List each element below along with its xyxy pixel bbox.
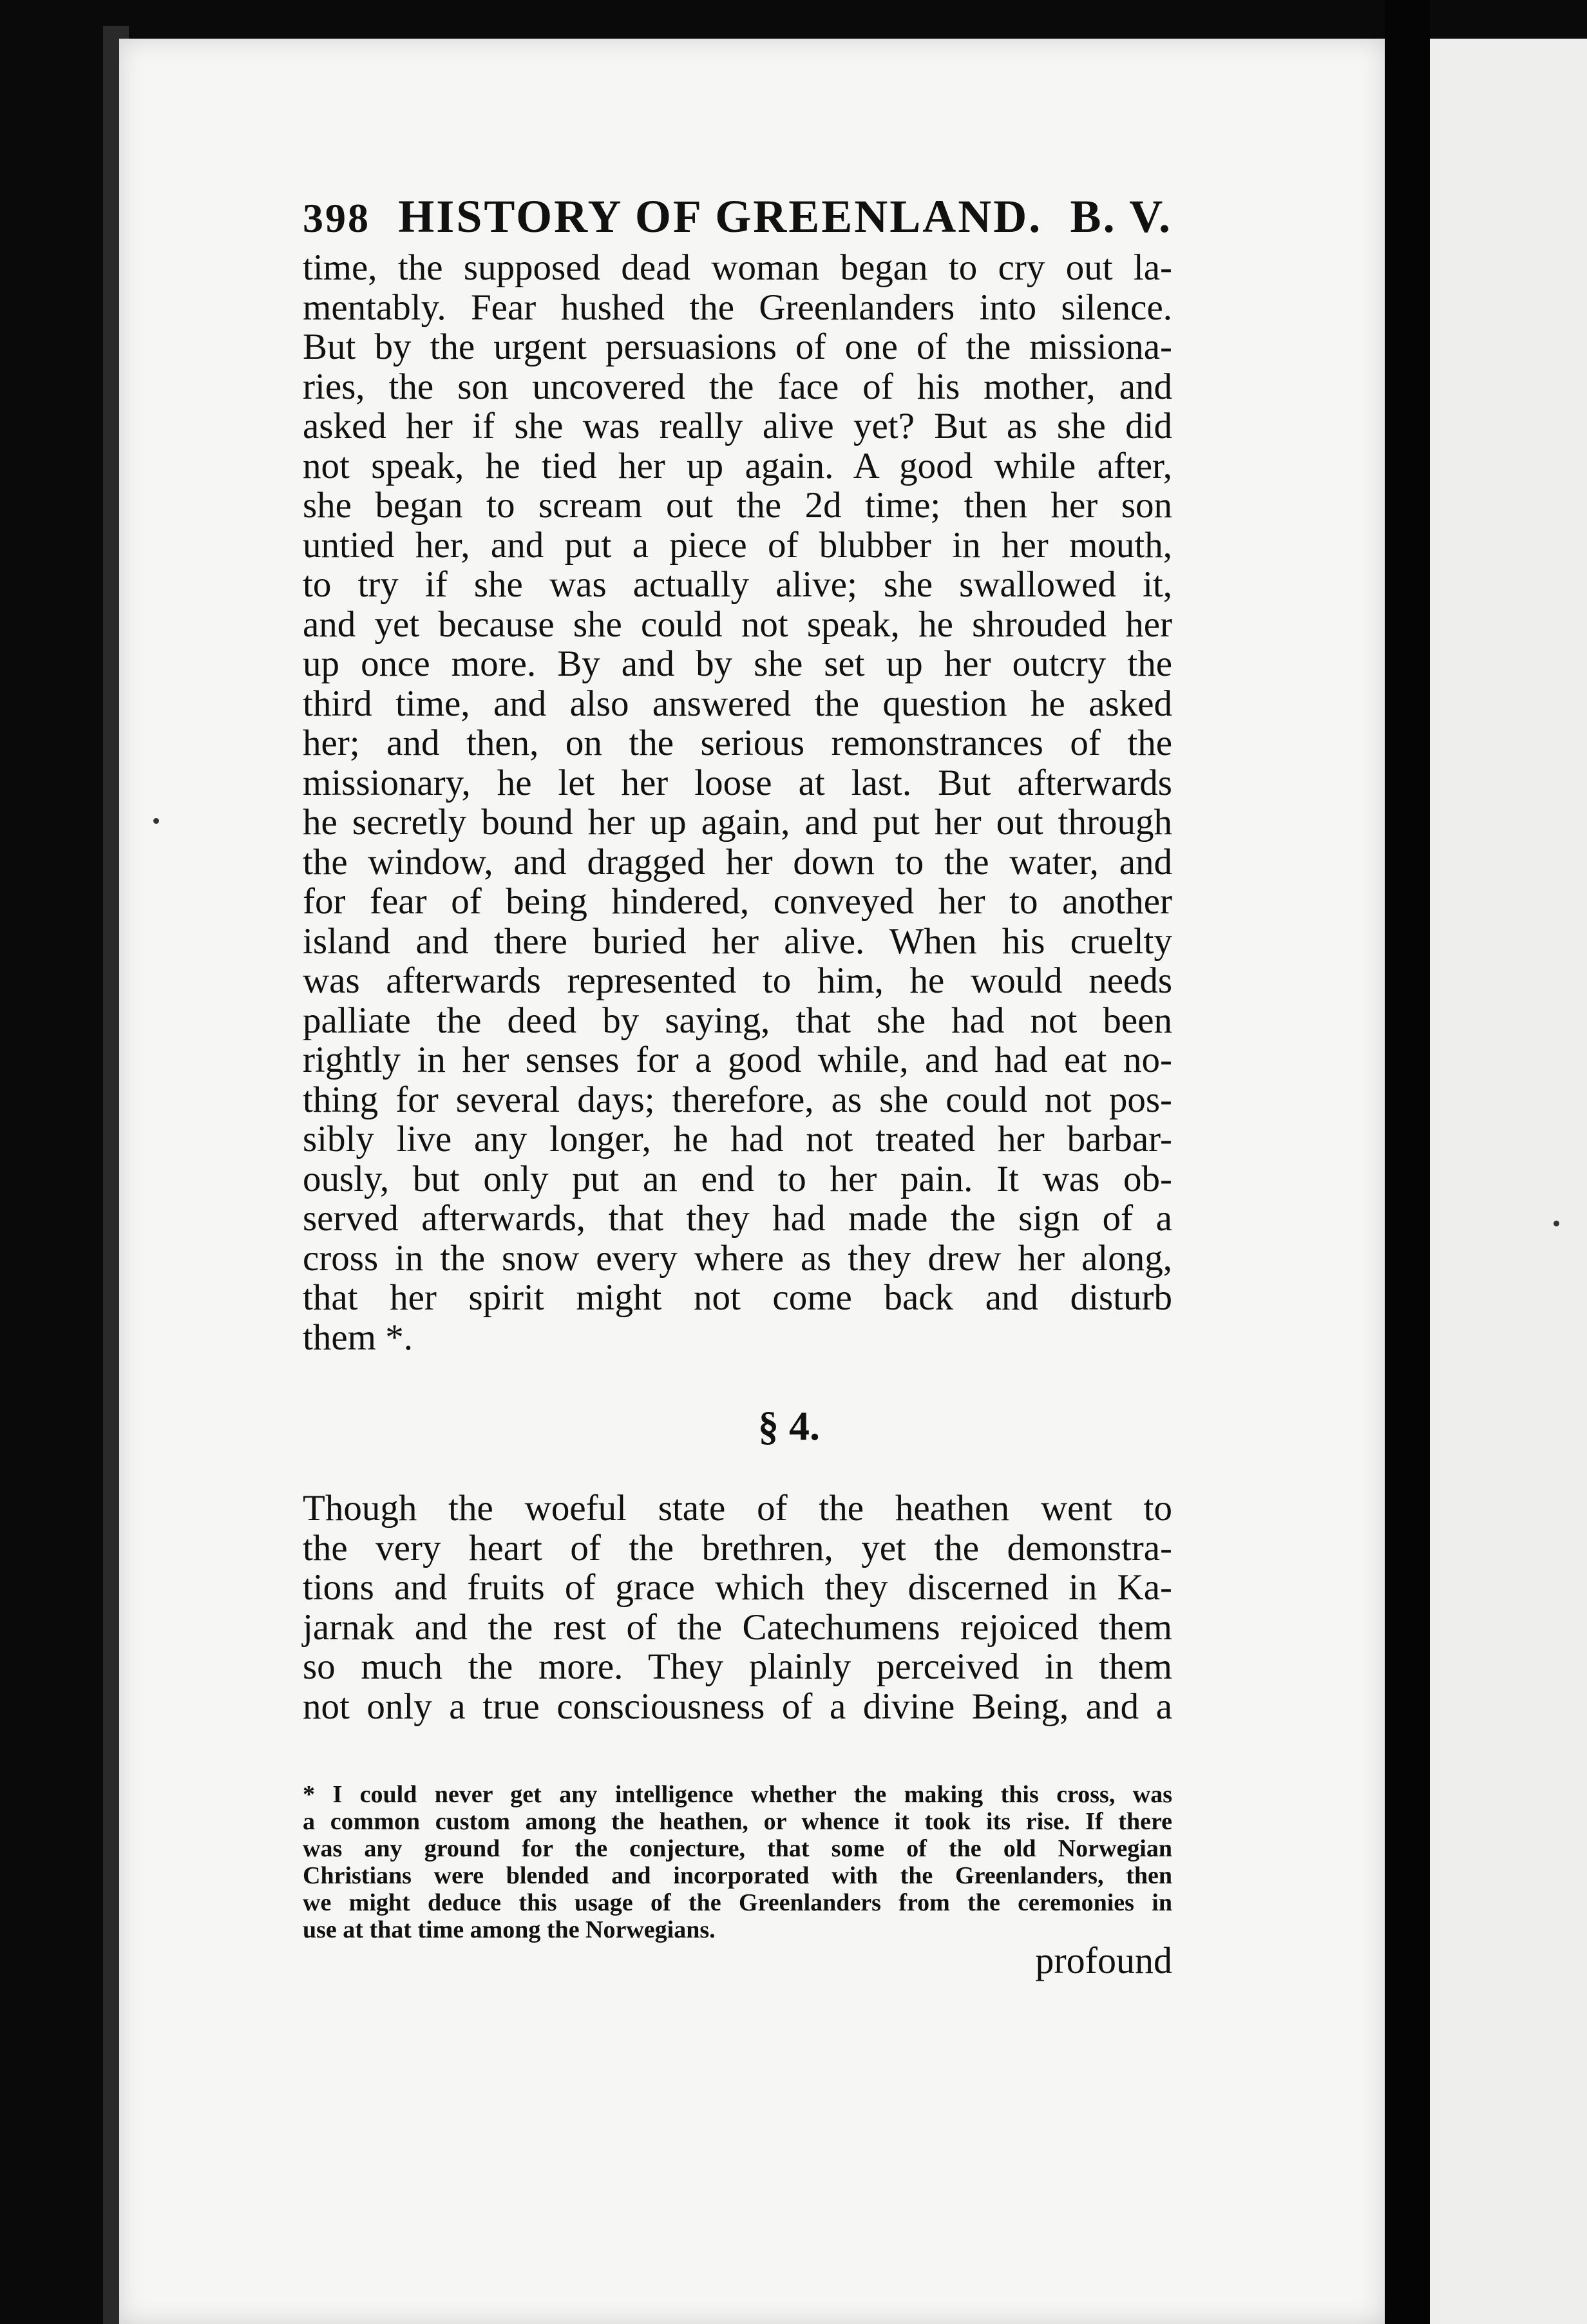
text-line: she began to scream out the 2d time; then her son bbox=[303, 485, 1172, 526]
section-text bbox=[303, 1489, 1172, 1726]
text-line: them *. bbox=[303, 1317, 413, 1358]
footnote-line: Christians were blended and incorporated with the Greenlanders, then bbox=[303, 1862, 1172, 1889]
speck bbox=[1554, 1221, 1559, 1226]
section-heading: § 4. bbox=[758, 1403, 820, 1449]
text-line: missionary, he let her loose at last. But afterwards bbox=[303, 762, 1172, 803]
facing-page bbox=[1430, 39, 1587, 2324]
text-line: time, the supposed dead woman began to cry out la- bbox=[303, 247, 1172, 288]
footnote-line: we might deduce this usage of the Greenlanders from the ceremonies in bbox=[303, 1889, 1172, 1916]
catchword: profound bbox=[1035, 1939, 1172, 1981]
footnote-line: * I could never get any intelligence whether the making this cross, was bbox=[303, 1781, 1172, 1808]
text-line: untied her, and put a piece of blubber in her mouth, bbox=[303, 524, 1172, 566]
text-line: for fear of being hindered, conveyed her to another bbox=[303, 881, 1172, 922]
text-line: not speak, he tied her up again. A good while after, bbox=[303, 445, 1172, 486]
running-title: HISTORY OF GREENLAND. bbox=[398, 191, 1043, 242]
text-line: mentably. Fear hushed the Greenlanders into silence. bbox=[303, 287, 1172, 328]
text-line: and yet because she could not speak, he shrouded her bbox=[303, 604, 1172, 645]
text-line: Though the woeful state of the heathen went to bbox=[303, 1488, 1172, 1529]
speck bbox=[153, 818, 159, 824]
text-line: ries, the son uncovered the face of his mother, and bbox=[303, 366, 1172, 407]
page-content bbox=[303, 190, 1172, 1981]
text-line: thing for several days; therefore, as she could not pos- bbox=[303, 1079, 1172, 1120]
text-line: the very heart of the brethren, yet the demonstra- bbox=[303, 1527, 1172, 1568]
text-line: asked her if she was really alive yet? But as she did bbox=[303, 406, 1172, 446]
text-line: served afterwards, that they had made the sign of a bbox=[303, 1198, 1172, 1239]
text-line: sibly live any longer, he had not treated her barbar- bbox=[303, 1119, 1172, 1159]
text-line: tions and fruits of grace which they discerned in Ka- bbox=[303, 1567, 1172, 1608]
text-line: rightly in her senses for a good while, and had eat no- bbox=[303, 1040, 1172, 1080]
text-line: so much the more. They plainly perceived in them bbox=[303, 1646, 1172, 1687]
footnote-line: was any ground for the conjecture, that some of the old Norwegian bbox=[303, 1835, 1172, 1862]
running-header bbox=[303, 190, 1172, 248]
text-line: was afterwards represented to him, he would needs bbox=[303, 960, 1172, 1001]
page-number: 398 bbox=[303, 195, 370, 241]
text-line: jarnak and the rest of the Catechumens rejoiced them bbox=[303, 1606, 1172, 1648]
text-line: ously, but only put an end to her pain. It was ob- bbox=[303, 1158, 1172, 1199]
book-gutter bbox=[1385, 0, 1430, 2324]
text-line: her; and then, on the serious remonstrances of the bbox=[303, 723, 1172, 763]
footnote-line: use at that time among the Norwegians. bbox=[303, 1916, 716, 1943]
text-line: up once more. By and by she set up her outcry the bbox=[303, 643, 1172, 684]
main-text bbox=[303, 248, 1172, 1357]
text-line: island and there buried her alive. When his cruelty bbox=[303, 920, 1172, 962]
text-line: third time, and also answered the question he asked bbox=[303, 683, 1172, 724]
book-reference: B. V. bbox=[1070, 191, 1172, 242]
text-line: that her spirit might not come back and disturb bbox=[303, 1277, 1172, 1318]
text-line: the window, and dragged her down to the water, and bbox=[303, 841, 1172, 882]
footnote bbox=[303, 1781, 1172, 1943]
text-line: to try if she was actually alive; she swallowed it, bbox=[303, 564, 1172, 605]
text-line: cross in the snow every where as they drew her along, bbox=[303, 1237, 1172, 1279]
text-line: palliate the deed by saying, that she had not been bbox=[303, 1000, 1172, 1041]
text-line: But by the urgent persuasions of one of the missiona- bbox=[303, 327, 1172, 367]
footnote-line: a common custom among the heathen, or whence it took its rise. If there bbox=[303, 1808, 1172, 1835]
text-line: not only a true consciousness of a divine Being, and a bbox=[303, 1686, 1172, 1727]
text-line: he secretly bound her up again, and put her out through bbox=[303, 802, 1172, 843]
